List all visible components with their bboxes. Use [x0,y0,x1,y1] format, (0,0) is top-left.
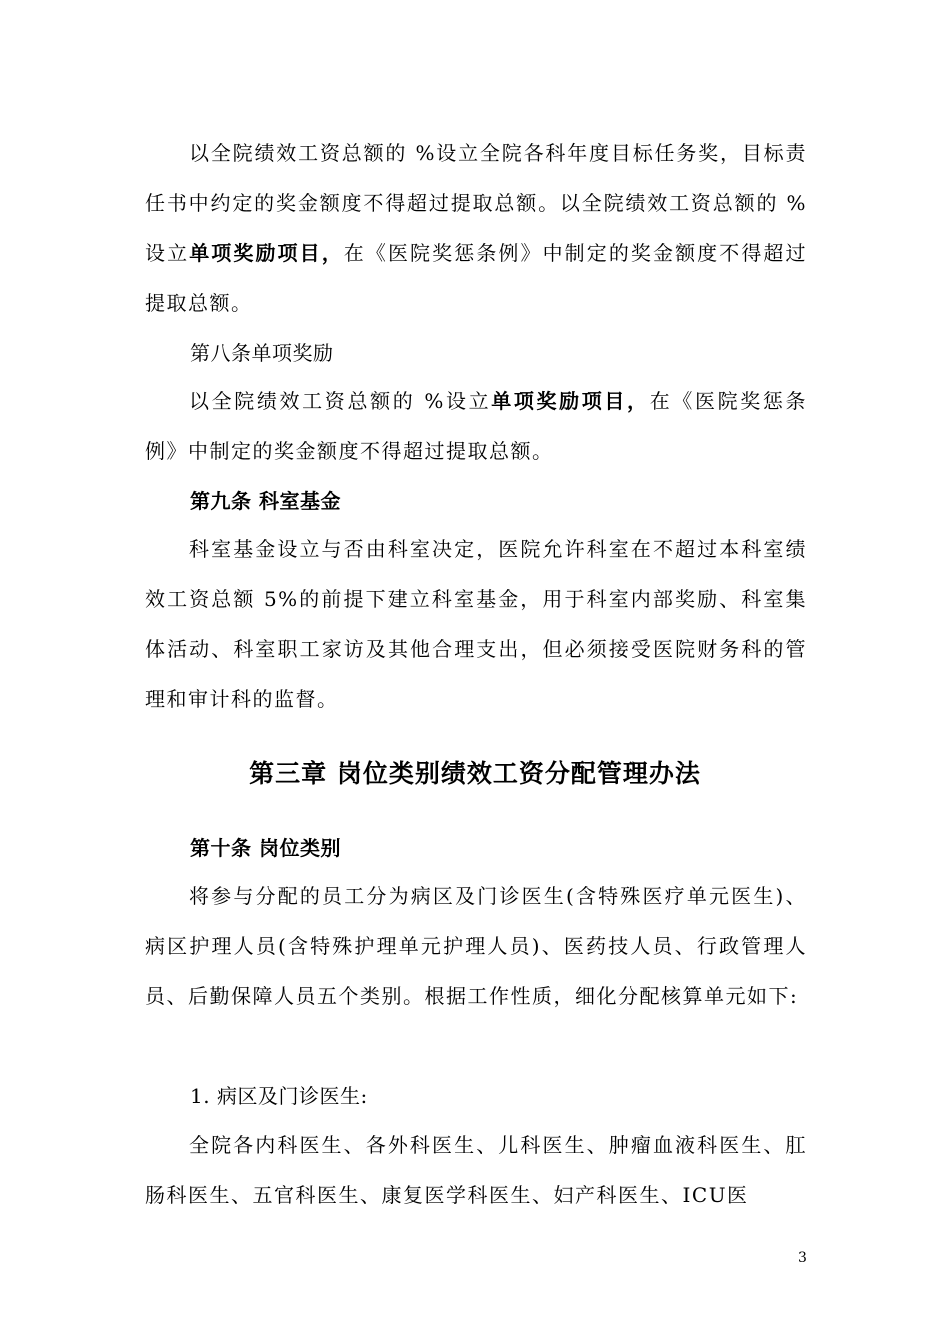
paragraph-text: 以全院绩效工资总额的 %设立 [189,389,492,413]
paragraph-single-reward [145,376,807,476]
paragraph-post-categories: 将参与分配的员工分为病区及门诊医生(含特殊医疗单元医生)、病区护理人员(含特殊护理单元护理人员)、医药技人员、行政管理人员、后勤保障人员五个类别。根据工作性质，细化分配核算单元如下: [145,884,807,1008]
chapter-3-title: 第三章 岗位类别绩效工资分配管理办法 [249,759,701,788]
article-9-heading: 第九条 科室基金 [190,489,341,513]
list-item-1-heading: 1. 病区及门诊医生: [190,1084,368,1108]
page-number: 3 [798,1250,807,1266]
paragraph-department-fund: 科室基金设立与否由科室决定，医院允许科室在不超过本科室绩效工资总额 5%的前提下建立科室基金，用于科室内部奖励、科室集体活动、科室职工家访及其他合理支出，但必须接受医院财务科的管理和审计科的监督。 [145,537,807,711]
bold-phrase: 单项奖励项目， [189,241,344,265]
paragraph-doctors-list: 全院各内科医生、各外科医生、儿科医生、肿瘤血液科医生、肛肠科医生、五官科医生、康复医学科医生、妇产科医生、ICU医 [145,1133,807,1207]
paragraph-target-reward [145,128,807,328]
paragraph-text: 在《医院奖惩条例》中制定的奖金额度不得超过提取总额。 [145,389,808,463]
bold-phrase: 单项奖励项目， [491,389,650,413]
paragraph-text: 以全院绩效工资总额的 %设立全院各科年度目标任务奖，目标责任书中约定的奖金额度不得超过提取总额。以全院绩效工资总额的 %设立 [145,141,807,265]
article-10-heading: 第十条 岗位类别 [190,836,341,860]
article-8-heading: 第八条单项奖励 [190,341,334,365]
paragraph-text: 在《医院奖惩条例》中制定的奖金额度不得超过提取总额。 [145,241,808,315]
